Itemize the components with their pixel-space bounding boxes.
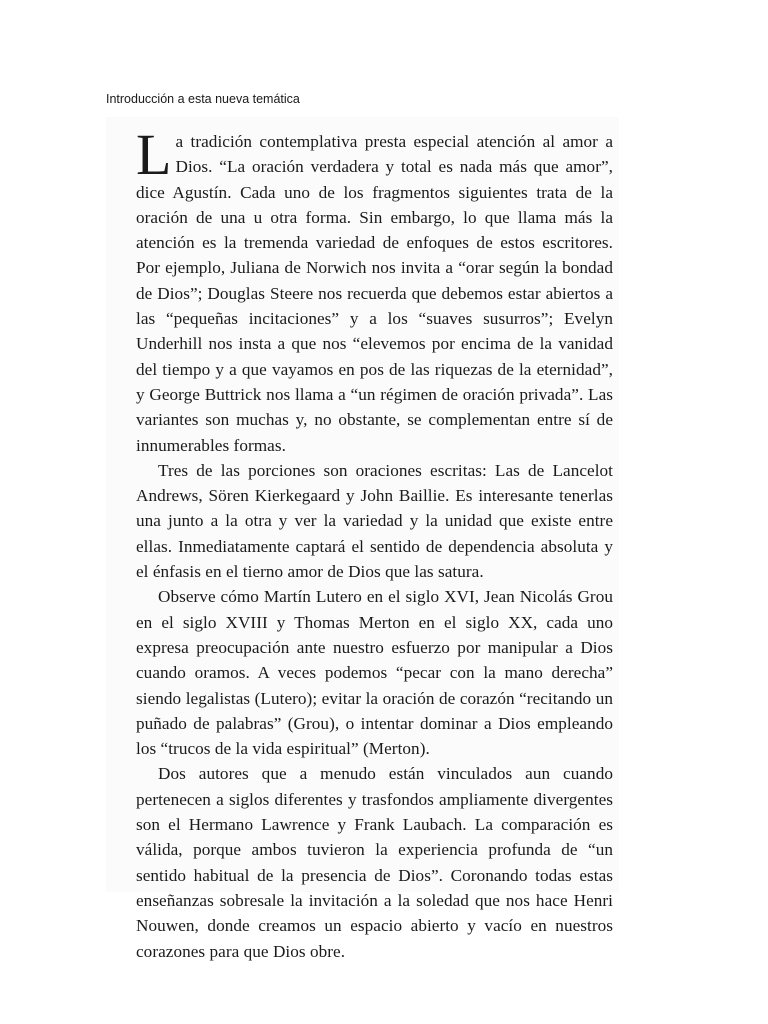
- paragraph-4: Dos autores que a menudo están vinculados aun cuando pertenecen a siglos diferentes y trasfondos ampliamente divergentes son el Hermano Lawrence y Frank Laubach. La comparación es válida, porque ambos tuvieron la experiencia profunda de “un sentido habitual de la presencia de Dios”. Coronando todas estas enseñanzas sobresale la invitación a la soledad que nos hace Henri Nouwen, donde creamos un espacio abierto y vacío en nuestros corazones para que Dios obre.: [136, 764, 613, 961]
- body-text: [136, 122, 613, 964]
- paragraph-3: Observe cómo Martín Lutero en el siglo XVI, Jean Nicolás Grou en el siglo XVIII y Thomas Merton en el siglo XX, cada uno expresa preocupación ante nuestro esfuerzo por manipular a Dios cuando oramos. A veces podemos “pecar con la mano derecha” siendo legalistas (Lutero); evitar la oración de corazón “recitando un puñado de palabras” (Grou), o intentar dominar a Dios empleando los “trucos de la vida espiritual” (Merton).: [136, 587, 613, 759]
- document-heading: Introducción a esta nueva temática: [106, 92, 300, 106]
- scanned-page-image: [106, 117, 619, 961]
- paragraph-2: Tres de las porciones son oraciones escritas: Las de Lancelot Andrews, Sören Kierkegaard y John Baillie. Es interesante tenerlas una junto a la otra y ver la variedad y la unidad que existe entre ellas. Inmediatamente captará el sentido de dependencia absoluta y el énfasis en el tierno amor de Dios que las satura.: [136, 460, 613, 582]
- paragraph-1-text: a tradición contemplativa presta especial atención al amor a Dios. “La oración verdadera y total es nada más que amor”, dice Agustín. Cada uno de los fragmentos siguientes trata de la oración de una u otra forma. Sin embargo, lo que llama más la atención es la tremenda variedad de enfoques de estos escritores. Por ejemplo, Juliana de Norwich nos invita a “orar según la bondad de Dios”; Douglas Steere nos recuerda que debemos estar abiertos a las “pequeñas incitaciones” y a los “suaves susurros”; Evelyn Underhill nos insta a que nos “elevemos por encima de la vanidad del tiempo y a que vayamos en pos de las riquezas de la eternidad”, y George Buttrick nos llama a “un régimen de oración privada”. Las variantes son muchas y, no obstante, se complementan entre sí de innumerables formas.: [136, 132, 613, 455]
- drop-cap-letter: L: [136, 122, 172, 187]
- paragraph-1: [136, 122, 613, 458]
